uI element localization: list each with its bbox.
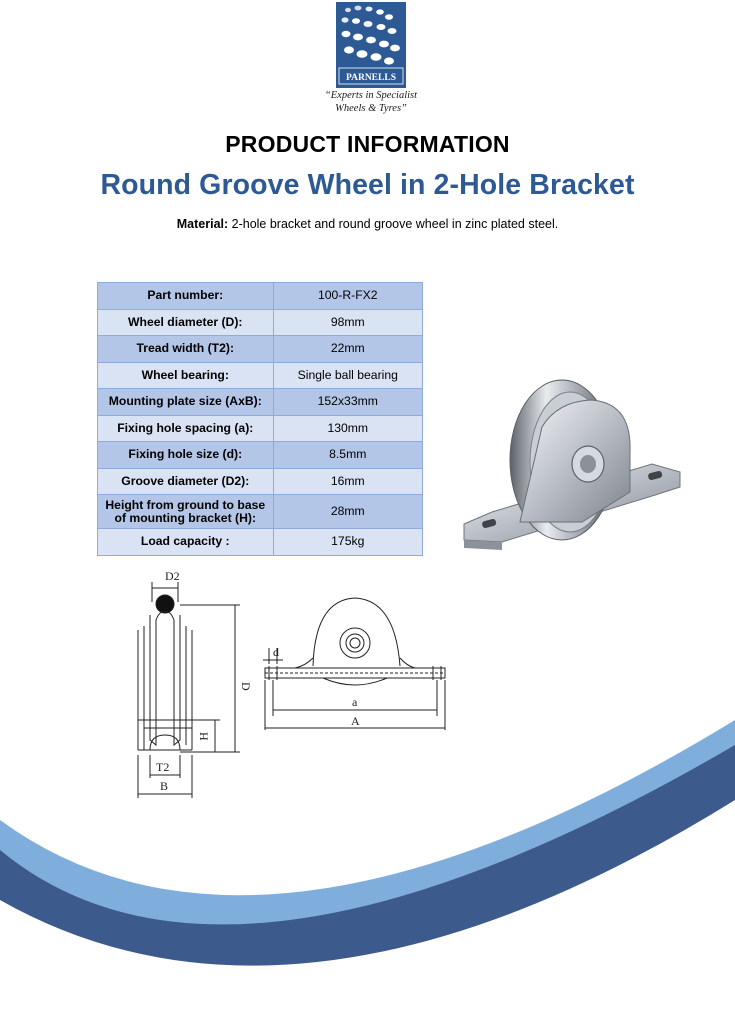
spec-label: Tread width (T2):: [98, 336, 274, 363]
spec-label: Wheel bearing:: [98, 362, 274, 389]
spec-table: [97, 282, 423, 556]
table-row: [98, 362, 423, 389]
tagline-line-1: “Experts in Specialist: [324, 90, 418, 101]
table-row: [98, 309, 423, 336]
table-row: [98, 283, 423, 310]
table-row: [98, 389, 423, 416]
spec-label: Load capacity :: [98, 529, 274, 556]
spec-label: Mounting plate size (AxB):: [98, 389, 274, 416]
label-d: D: [239, 682, 253, 691]
label-big-a: A: [351, 714, 360, 728]
table-row: [98, 495, 423, 529]
spec-value: 16mm: [273, 468, 422, 495]
material-line: [0, 217, 735, 231]
label-h: H: [197, 732, 211, 741]
tagline: [300, 89, 442, 115]
label-b: B: [160, 779, 169, 793]
parnells-logo: [336, 2, 406, 88]
spec-value: 28mm: [273, 495, 422, 529]
tagline-line-2: Wheels & Tyres”: [335, 103, 407, 114]
table-row: [98, 529, 423, 556]
bottom-wave-decoration: [0, 690, 735, 1024]
page-heading: PRODUCT INFORMATION: [225, 131, 510, 157]
table-row: [98, 415, 423, 442]
material-label: Material:: [176, 217, 229, 231]
spec-value: 8.5mm: [273, 442, 422, 469]
label-a: a: [352, 695, 358, 709]
spec-label: Fixing hole size (d):: [98, 442, 274, 469]
spec-value: 98mm: [273, 309, 422, 336]
label-small-d: d: [273, 645, 279, 659]
logo-text: PARNELLS: [346, 73, 396, 83]
spec-label: Height from ground to base of mounting bracket (H):: [98, 495, 274, 529]
product-title: Round Groove Wheel in 2-Hole Bracket: [100, 169, 635, 201]
label-d2: D2: [165, 569, 180, 583]
spec-label: Fixing hole spacing (a):: [98, 415, 274, 442]
table-row: [98, 468, 423, 495]
table-row: [98, 442, 423, 469]
material-text: 2-hole bracket and round groove wheel in zinc plated steel.: [228, 217, 559, 231]
spec-value: 175kg: [273, 529, 422, 556]
table-row: [98, 336, 423, 363]
spec-value: 130mm: [273, 415, 422, 442]
spec-value: 22mm: [273, 336, 422, 363]
spec-label: Part number:: [98, 283, 274, 310]
spec-label: Wheel diameter (D):: [98, 309, 274, 336]
label-t2: T2: [156, 760, 170, 774]
spec-value: 100-R-FX2: [273, 283, 422, 310]
spec-label: Groove diameter (D2):: [98, 468, 274, 495]
spec-value: Single ball bearing: [273, 362, 422, 389]
spec-value: 152x33mm: [273, 389, 422, 416]
product-photo: [462, 372, 686, 552]
